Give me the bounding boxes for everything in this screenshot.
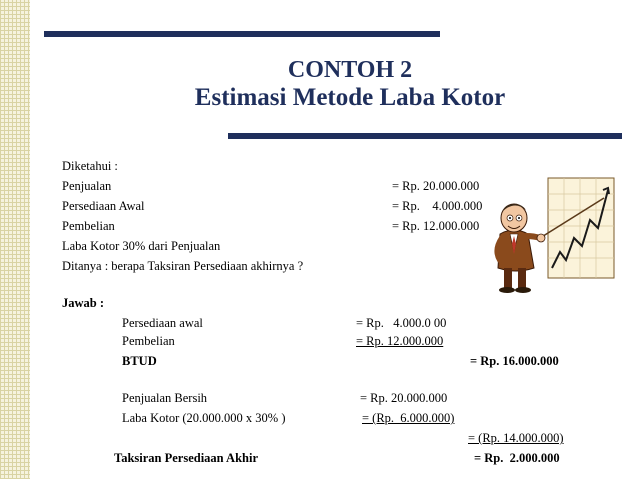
given-label-pembelian: Pembelian [62,219,115,233]
answer-label-penjualan-bersih: Penjualan Bersih [122,391,208,405]
given-value-pembelian: = Rp. 12.000.000 [392,219,480,233]
given-value-penjualan: = Rp. 20.000.000 [392,179,480,193]
given-label-penjualan: Penjualan [62,179,112,193]
given-note: Laba Kotor 30% dari Penjualan [62,239,221,253]
final-label: Taksiran Persediaan Akhir [114,451,259,465]
given-value-persediaan-awal: = Rp. 4.000.000 [392,199,483,213]
answer-label-persediaan-awal: Persediaan awal [122,316,203,330]
slide-title: CONTOH 2 [287,57,413,83]
answer-value-persediaan-awal: = Rp. 4.000.0 00 [356,316,447,330]
top-accent-bar [44,31,440,37]
answer-value-penjualan-bersih: = Rp. 20.000.000 [360,391,448,405]
bottom-accent-bar [228,133,622,139]
decorative-grid-strip [0,0,30,479]
answer-value-subtotal: = (Rp. 14.000.000) [468,431,564,445]
given-heading: Diketahui : [62,159,118,173]
answer-value-btud: = Rp. 16.000.000 [470,354,559,368]
final-value: = Rp. 2.000.000 [474,451,560,465]
answer-label-laba-kotor: Laba Kotor (20.000.000 x 30% ) [122,411,286,425]
answer-label-pembelian: Pembelian [122,334,175,348]
given-label-persediaan-awal: Persediaan Awal [62,199,145,213]
answer-value-pembelian: = Rp. 12.000.000 [356,334,444,348]
question-text: Ditanya : berapa Taksiran Persediaan akhirnya ? [62,259,304,273]
slide-subtitle: Estimasi Metode Laba Kotor [194,84,506,111]
answer-value-laba-kotor: = (Rp. 6.000.000) [362,411,455,425]
answer-label-btud: BTUD [122,354,157,368]
presenter-chart-illustration [486,176,618,294]
answer-heading: Jawab : [62,296,105,310]
